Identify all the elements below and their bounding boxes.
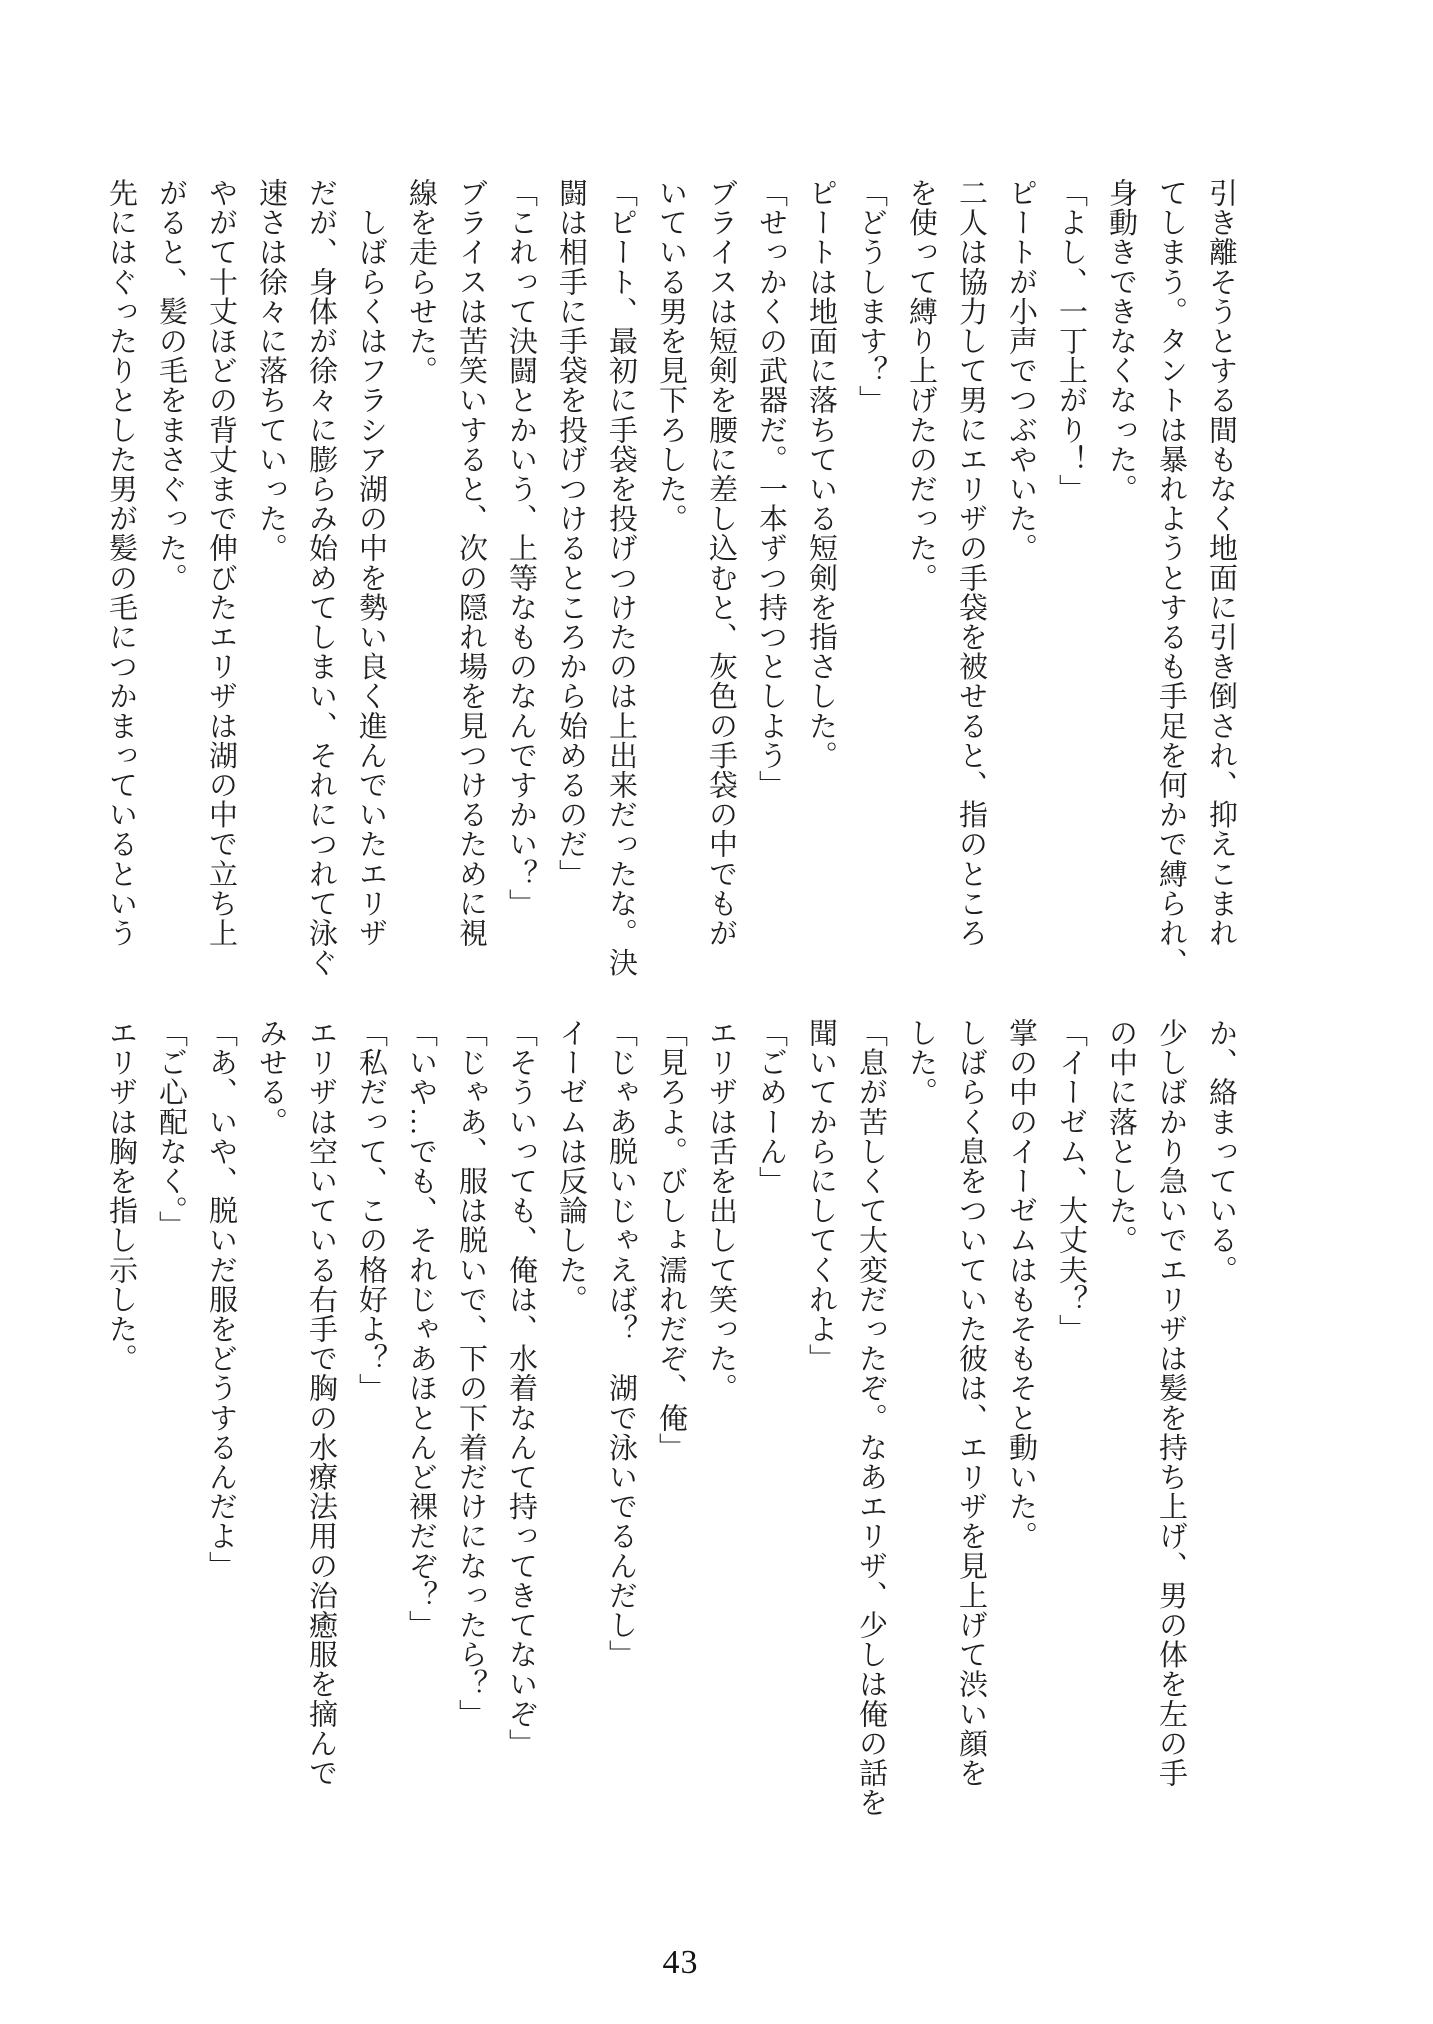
text-line: 「せっかくの武器だ。一本ずつ持つとしよう」 — [755, 178, 787, 800]
text-line: 先にはぐったりとした男が髪の毛につかまっているという — [105, 178, 137, 948]
text-line: てしまう。タントは暴れようとするも手足を何かで縛られ、 — [1155, 178, 1187, 978]
text-line: の中に落とした。 — [1105, 1018, 1137, 1255]
text-line: 「いや…でも、それじゃあほとんど裸だぞ？」 — [405, 1018, 437, 1640]
text-line: 少しばかり急いでエリザは髪を持ち上げ、男の体を左の手 — [1155, 1018, 1187, 1788]
text-line: 「ご心配なく。」 — [155, 1018, 187, 1241]
page-number: 43 — [662, 1944, 699, 1981]
text-line: 「イーゼム、大丈夫？」 — [1055, 1018, 1087, 1344]
text-line: 速さは徐々に落ちていった。 — [255, 178, 287, 563]
text-line: 「あ、いや、脱いだ服をどうするんだよ」 — [205, 1018, 237, 1581]
text-line: 引き離そうとする間もなく地面に引き倒され、抑えこまれ — [1205, 178, 1237, 948]
text-line: しばらくはフラシア湖の中を勢い良く進んでいたエリザ — [355, 178, 387, 948]
text-line: エリザは空いている右手で胸の水療法用の治癒服を摘んで — [305, 1018, 337, 1788]
text-line: 掌の中のイーゼムはもそもそと動いた。 — [1005, 1018, 1037, 1551]
text-line: 「私だって、この格好よ？」 — [355, 1018, 387, 1403]
text-line: 「息が苦しくて大変だったぞ。なあエリザ、少しは俺の話を — [855, 1018, 887, 1818]
text-line: ブライスは苦笑いすると、次の隠れ場を見つけるために視 — [455, 178, 487, 948]
text-line: いている男を見下ろした。 — [655, 178, 687, 534]
text-line: 「よし、一丁上がり！」 — [1055, 178, 1087, 504]
text-line: ブライスは短剣を腰に差し込むと、灰色の手袋の中でもが — [705, 178, 737, 948]
text-line: 二人は協力して男にエリザの手袋を被せると、指のところ — [955, 178, 987, 948]
text-line: 「じゃあ、服は脱いで、下の下着だけになったら？」 — [455, 1018, 487, 1729]
text-line: 「ごめーん」 — [755, 1018, 787, 1196]
text-line: イーゼムは反論した。 — [555, 1018, 587, 1314]
text-line: ピートが小声でつぶやいた。 — [1005, 178, 1037, 563]
text-line: 「見ろよ。びしょ濡れだぞ、俺」 — [655, 1018, 687, 1462]
text-line: 身動きできなくなった。 — [1105, 178, 1137, 504]
text-line: か、絡まっている。 — [1205, 1018, 1237, 1285]
text-line: しばらく息をついていた彼は、エリザを見上げて渋い顔を — [955, 1018, 987, 1788]
text-line: みせる。 — [255, 1018, 287, 1137]
text-line: がると、髪の毛をまさぐった。 — [155, 178, 187, 593]
text-line: 「そういっても、俺は、水着なんて持ってきてないぞ」 — [505, 1018, 537, 1758]
text-line: 「これって決闘とかいう、上等なものなんですかい？」 — [505, 178, 537, 918]
text-line: 「じゃあ脱いじゃえば？ 湖で泳いでるんだし」 — [605, 1018, 637, 1670]
text-line: 線を走らせた。 — [405, 178, 437, 386]
lower-text-block — [96, 1018, 1246, 1826]
text-line: 聞いてからにしてくれよ」 — [805, 1018, 837, 1374]
text-line: やがて十丈ほどの背丈まで伸びたエリザは湖の中で立ち上 — [205, 178, 237, 948]
text-line: だが、身体が徐々に膨らみ始めてしまい、それにつれて泳ぐ — [305, 178, 337, 978]
text-line: エリザは胸を指し示した。 — [105, 1018, 137, 1374]
upper-text-block — [96, 178, 1246, 986]
text-line: 「どうします？」 — [855, 178, 887, 415]
text-line: ピートは地面に落ちている短剣を指さした。 — [805, 178, 837, 770]
text-line: した。 — [905, 1018, 937, 1107]
text-line: 闘は相手に手袋を投げつけるところから始めるのだ」 — [555, 178, 587, 889]
text-line: エリザは舌を出して笑った。 — [705, 1018, 737, 1403]
text-line: 「ピート、最初に手袋を投げつけたのは上出来だったな。決 — [605, 178, 637, 978]
text-line: を使って縛り上げたのだった。 — [905, 178, 937, 593]
